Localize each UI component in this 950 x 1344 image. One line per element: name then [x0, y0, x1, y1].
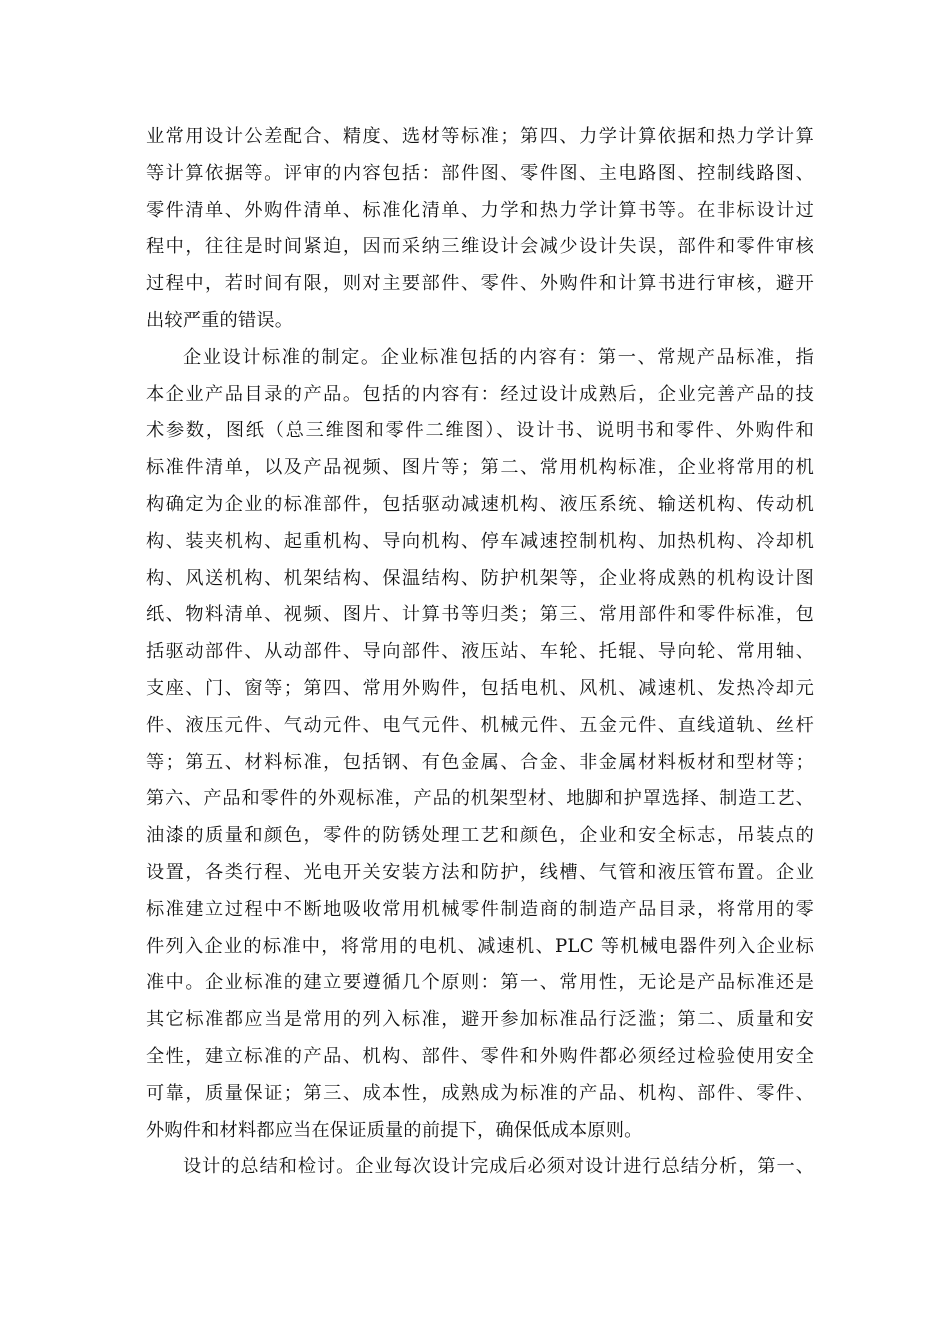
- text-line: 等；第五、材料标准，包括钢、有色金属、合金、非金属材料板材和型材等；: [146, 751, 814, 773]
- text-line: 标准件清单，以及产品视频、图片等；第二、常用机构标准，企业将常用的机: [146, 457, 814, 479]
- text-line: 其它标准都应当是常用的列入标准，避开参加标准品行泛滥；第二、质量和安: [146, 1009, 814, 1031]
- text-line: 标准建立过程中不断地吸收常用机械零件制造商的制造产品目录，将常用的零: [146, 898, 814, 920]
- text-line: 支座、门、窗等；第四、常用外购件，包括电机、风机、减速机、发热冷却元: [146, 677, 814, 699]
- paragraph-continued: [146, 119, 814, 340]
- text-line: 过程中，若时间有限，则对主要部件、零件、外购件和计算书进行审核，避开: [146, 273, 814, 295]
- text-line: 件、液压元件、气动元件、电气元件、机械元件、五金元件、直线道轨、丝杆: [146, 714, 814, 736]
- text-line: 第六、产品和零件的外观标准，产品的机架型材、地脚和护罩选择、制造工艺、: [146, 788, 814, 810]
- paragraph-design-review: [146, 1149, 814, 1186]
- text-line: 件列入企业的标准中，将常用的电机、减速机、PLC 等机械电器件列入企业标: [146, 935, 814, 957]
- text-line: 程中，往往是时间紧迫，因而采纳三维设计会减少设计失误，部件和零件审核: [146, 236, 814, 258]
- text-line: 出较严重的错误。: [146, 309, 294, 331]
- text-line: 括驱动部件、从动部件、导向部件、液压站、车轮、托辊、导向轮、常用轴、: [146, 641, 814, 663]
- text-line: 设计的总结和检讨。企业每次设计完成后必须对设计进行总结分析，第一、: [183, 1156, 814, 1178]
- text-line: 构、风送机构、机架结构、保温结构、防护机架等，企业将成熟的机构设计图: [146, 567, 814, 589]
- text-line: 设置，各类行程、光电开关安装方法和防护，线槽、气管和液压管布置。企业: [146, 861, 814, 883]
- text-line: 构、装夹机构、起重机构、导向机构、停车减速控制机构、加热机构、冷却机: [146, 530, 814, 552]
- body-text: [146, 119, 814, 1186]
- text-line: 可靠，质量保证；第三、成本性，成熟成为标准的产品、机构、部件、零件、: [146, 1082, 814, 1104]
- text-line: 外购件和材料都应当在保证质量的前提下，确保低成本原则。: [146, 1119, 643, 1141]
- text-line: 术参数，图纸（总三维图和零件二维图）、设计书、说明书和零件、外购件和: [146, 420, 814, 442]
- text-line: 油漆的质量和颜色，零件的防锈处理工艺和颜色，企业和安全标志，吊装点的: [146, 825, 814, 847]
- text-line: 等计算依据等。评审的内容包括：部件图、零件图、主电路图、控制线路图、: [146, 162, 814, 184]
- text-line: 全性，建立标准的产品、机构、部件、零件和外购件都必须经过检验使用安全: [146, 1045, 814, 1067]
- text-line: 业常用设计公差配合、精度、选材等标准；第四、力学计算依据和热力学计算: [146, 126, 814, 147]
- text-line: 准中。企业标准的建立要遵循几个原则：第一、常用性，无论是产品标准还是: [146, 972, 814, 994]
- text-line: 本企业产品目录的产品。包括的内容有：经过设计成熟后，企业完善产品的技: [146, 383, 814, 405]
- text-line: 构确定为企业的标准部件，包括驱动减速机构、液压系统、输送机构、传动机: [146, 493, 814, 515]
- text-line: 纸、物料清单、视频、图片、计算书等归类；第三、常用部件和零件标准，包: [146, 604, 814, 626]
- text-line: 企业设计标准的制定。企业标准包括的内容有：第一、常规产品标准，指: [183, 346, 814, 368]
- text-line: 零件清单、外购件清单、标准化清单、力学和热力学计算书等。在非标设计过: [146, 199, 814, 221]
- paragraph-enterprise-standards: [146, 340, 814, 1150]
